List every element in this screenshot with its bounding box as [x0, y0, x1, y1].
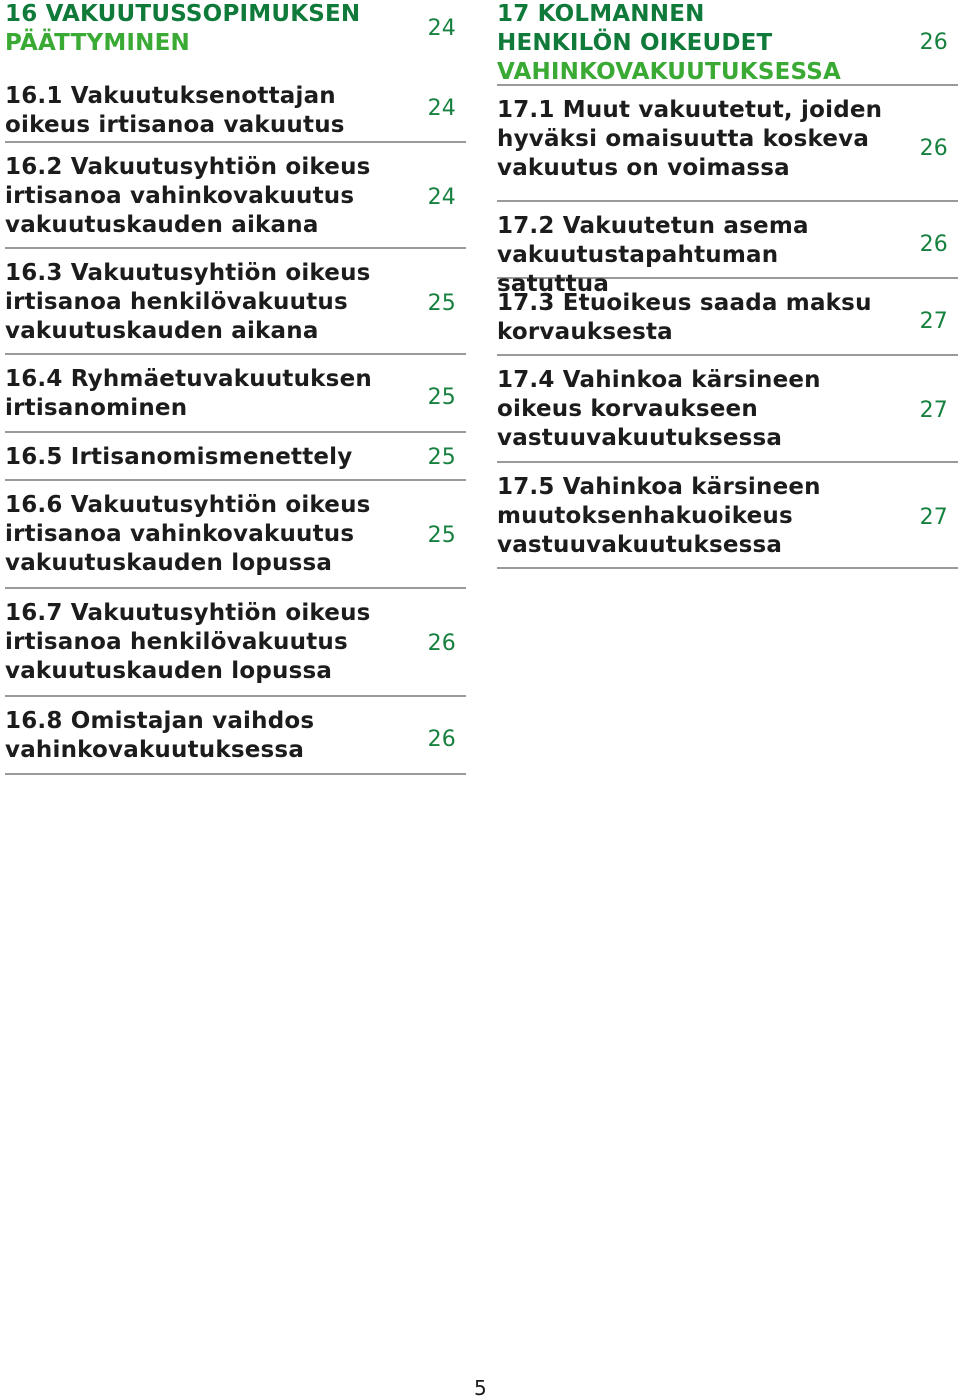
toc-entry[interactable]: [497, 279, 958, 356]
section-heading-line1: 17 KOLMANNEN: [497, 1, 705, 27]
toc-entry-page: 26: [427, 631, 456, 656]
toc-entry[interactable]: [5, 589, 466, 697]
section-heading-line2: HENKILÖN OIKEUDET: [497, 30, 773, 56]
toc-entry-page: 27: [919, 505, 948, 530]
section-page-number: 26: [919, 30, 948, 55]
toc-entry[interactable]: [5, 481, 466, 589]
toc-entry-title: 17.2 Vakuutetun asema vakuutustapahtuman satuttua: [497, 213, 809, 297]
toc-entry[interactable]: [497, 202, 958, 297]
toc-column-right: [497, 0, 958, 569]
toc-entry-page: 24: [427, 96, 456, 121]
toc-entry-title: 17.5 Vahinkoa kärsineen muutoksenhakuoikeus vastuuvakuutuksessa: [497, 474, 821, 558]
toc-entry[interactable]: [5, 143, 466, 249]
toc-entry[interactable]: [5, 433, 466, 481]
toc-entry-page: 24: [427, 185, 456, 210]
toc-column-left: [5, 0, 466, 775]
toc-entry-page: 25: [427, 523, 456, 548]
toc-entry[interactable]: [5, 249, 466, 355]
toc-entry-title: 16.1 Vakuutuksenottajan oikeus irtisanoa vakuutus: [5, 83, 345, 138]
toc-entry[interactable]: [5, 72, 466, 143]
toc-entry[interactable]: [497, 356, 958, 463]
section-heading-17: [497, 0, 958, 86]
toc-entry-title: 16.6 Vakuutusyhtiön oikeus irtisanoa vahinkovakuutus vakuutuskauden lopussa: [5, 492, 371, 576]
toc-entry[interactable]: [5, 697, 466, 775]
toc-entry-title: 16.7 Vakuutusyhtiön oikeus irtisanoa henkilövakuutus vakuutuskauden lopussa: [5, 600, 371, 684]
toc-entry-title: 16.4 Ryhmäetuvakuutuksen irtisanominen: [5, 366, 372, 421]
toc-entry-page: 25: [427, 385, 456, 410]
toc-entry-page: 27: [919, 398, 948, 423]
toc-entry-page: 27: [919, 309, 948, 334]
toc-entry-page: 26: [427, 727, 456, 752]
toc-entry-page: 25: [427, 291, 456, 316]
toc-entry[interactable]: [5, 355, 466, 433]
page-number: 5: [474, 1376, 487, 1400]
section-heading-line1: 16 VAKUUTUSSOPIMUKSEN: [5, 1, 361, 27]
toc-entry-title: 16.2 Vakuutusyhtiön oikeus irtisanoa vahinkovakuutus vakuutuskauden aikana: [5, 154, 371, 238]
toc-entry-page: 25: [427, 445, 456, 470]
section-page-number: 24: [427, 16, 456, 41]
toc-entry-title: 16.8 Omistajan vaihdos vahinkovakuutuksessa: [5, 708, 315, 763]
toc-entry[interactable]: [497, 463, 958, 569]
toc-entry-title: 16.3 Vakuutusyhtiön oikeus irtisanoa henkilövakuutus vakuutuskauden aikana: [5, 260, 371, 344]
toc-entry-title: 17.1 Muut vakuutetut, joiden hyväksi omaisuutta koskeva vakuutus on voimassa: [497, 97, 883, 181]
toc-entry-title: 17.4 Vahinkoa kärsineen oikeus korvaukseen vastuuvakuutuksessa: [497, 367, 821, 451]
section-heading-line3: VAHINKOVAKUUTUKSESSA: [497, 59, 841, 85]
toc-entry-title: 17.3 Etuoikeus saada maksu korvauksesta: [497, 290, 872, 345]
section-heading-line2: PÄÄTTYMINEN: [5, 30, 190, 56]
toc-entry-page: 26: [919, 136, 948, 161]
section-heading-16: [5, 0, 466, 72]
toc-entry-page: 26: [919, 232, 948, 257]
toc-entry[interactable]: [497, 86, 958, 202]
toc-entry-title: 16.5 Irtisanomismenettely: [5, 444, 353, 470]
